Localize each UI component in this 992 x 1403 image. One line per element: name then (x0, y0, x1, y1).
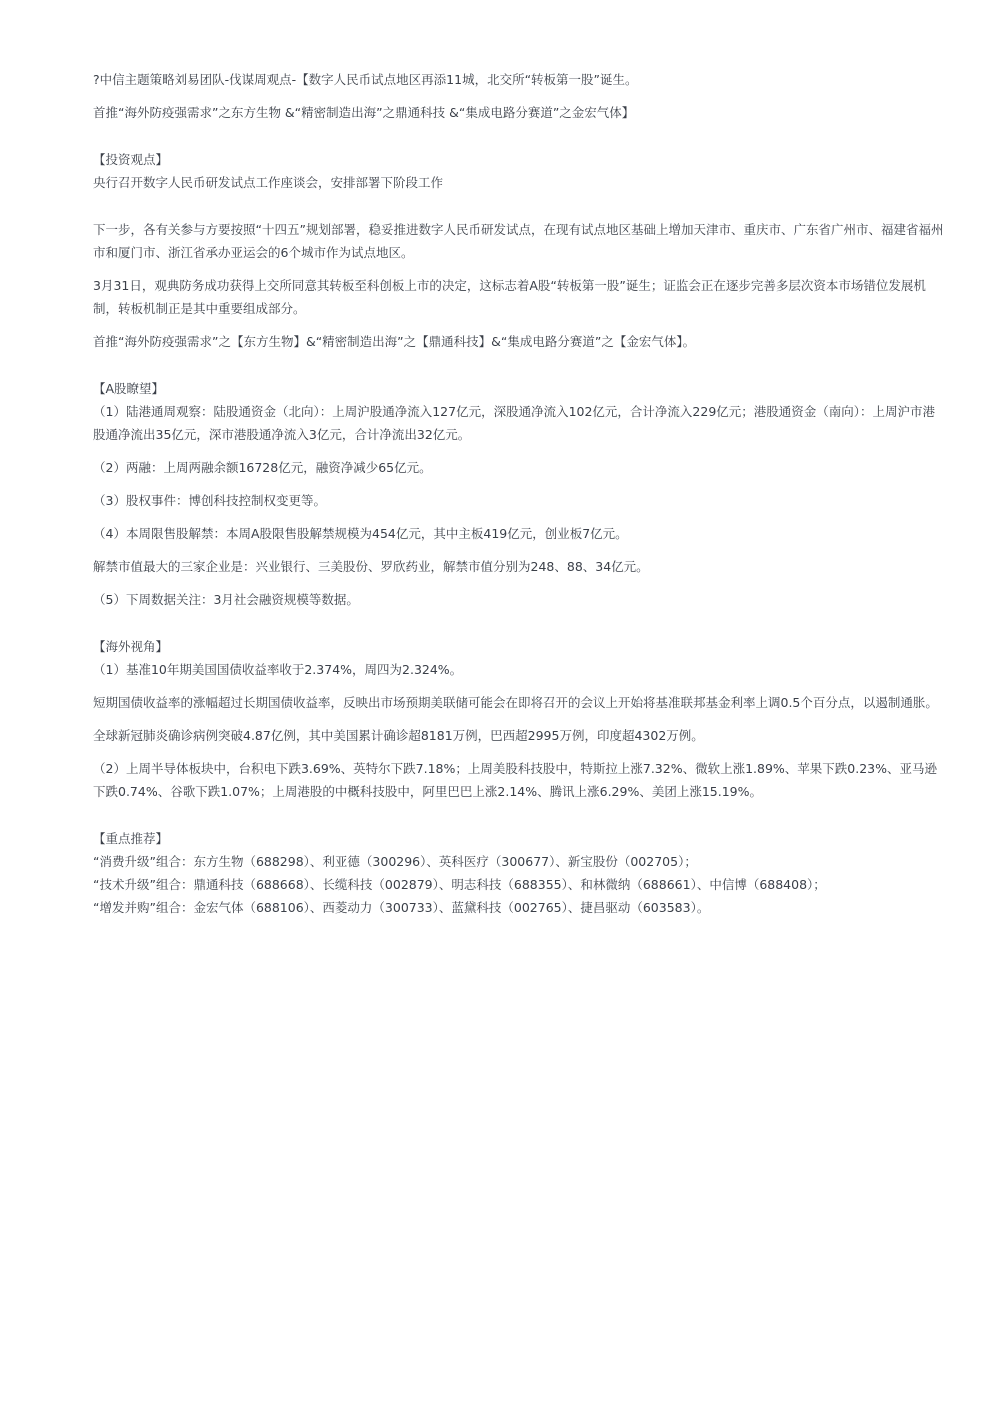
investment-paragraph: 3月31日，观典防务成功获得上交所同意其转板至科创板上市的决定，这标志着A股“转板第一股”诞生；证监会正在逐步完善多层次资本市场错位发展机制，转板机制正是其中重要组成部分。 (93, 278, 926, 316)
spacer (93, 134, 945, 148)
overseas-paragraph: 短期国债收益率的涨幅超过长期国债收益率，反映出市场预期美联储可能会在即将召开的会议上开始将基准联邦基金利率上调0.5个百分点，以遏制通胀。 (93, 695, 938, 710)
section-heading-recommend: 【重点推荐】 (93, 831, 169, 846)
a-share-paragraph: 解禁市值最大的三家企业是：兴业银行、三美股份、罗欣药业，解禁市值分别为248、88、34亿元。 (93, 559, 649, 574)
a-share-paragraph: （1）陆港通周观察：陆股通资金（北向）：上周沪股通净流入127亿元，深股通净流入102亿元，合计净流入229亿元；港股通资金（南向）：上周沪市港股通净流出35亿元，深市港股通净流入3亿元，合计净流出32亿元。 (93, 404, 936, 442)
recommend-item-text: “消费升级”组合：东方生物（688298）、利亚德（300296）、英科医疗（300677）、新宝股份（002705）； (93, 854, 697, 869)
recommend-item-text: “技术升级”组合：鼎通科技（688668）、长缆科技（002879）、明志科技（688355）、和林微纳（688661）、中信博（688408）； (93, 877, 826, 892)
a-share-paragraph: （3）股权事件：博创科技控制权变更等。 (93, 493, 326, 508)
title-line-2: 首推“海外防疫强需求”之东方生物 &“精密制造出海”之鼎通科技 &“集成电路分赛道”之金宏气体】 (93, 105, 635, 120)
overseas-paragraph: （1）基准10年期美国国债收益率收于2.374%，周四为2.324%。 (93, 662, 463, 677)
recommend-item (93, 850, 945, 873)
recommend-item (93, 896, 945, 919)
document-body (93, 68, 945, 919)
title-line-1: ?中信主题策略刘易团队-伐谋周观点-【数字人民币试点地区再添11城，北交所“转板第一股”诞生。 (93, 72, 638, 87)
recommend-item-text: “增发并购”组合：金宏气体（688106）、西菱动力（300733）、蓝黛科技（002765）、捷昌驱动（603583）。 (93, 900, 710, 915)
section-heading-overseas: 【海外视角】 (93, 639, 169, 654)
investment-subheading: 央行召开数字人民币研发试点工作座谈会，安排部署下阶段工作 (93, 175, 444, 190)
recommend-item (93, 873, 945, 896)
spacer (93, 363, 945, 377)
section-heading-investment: 【投资观点】 (93, 152, 169, 167)
a-share-paragraph: （2）两融：上周两融余额16728亿元，融资净减少65亿元。 (93, 460, 432, 475)
investment-paragraph: 下一步，各有关参与方要按照“十四五”规划部署，稳妥推进数字人民币研发试点，在现有试点地区基础上增加天津市、重庆市、广东省广州市、福建省福州市和厦门市、浙江省承办亚运会的6个城市作为试点地区。 (93, 222, 944, 260)
a-share-paragraph: （5）下周数据关注：3月社会融资规模等数据。 (93, 592, 359, 607)
overseas-paragraph: （2）上周半导体板块中，台积电下跌3.69%、英特尔下跌7.18%；上周美股科技股中，特斯拉上涨7.32%、微软上涨1.89%、苹果下跌0.23%、亚马逊下跌0.74%、谷歌下跌1.07%；上周港股的中概科技股中，阿里巴巴上涨2.14%、腾讯上涨6.29%、美团上涨15.19%。 (93, 761, 938, 799)
a-share-paragraph: （4）本周限售股解禁：本周A股限售股解禁规模为454亿元，其中主板419亿元，创业板7亿元。 (93, 526, 628, 541)
investment-paragraph: 首推“海外防疫强需求”之【东方生物】&“精密制造出海”之【鼎通科技】&“集成电路分赛道”之【金宏气体】。 (93, 334, 696, 349)
spacer (93, 204, 945, 218)
spacer (93, 621, 945, 635)
section-heading-a-share: 【A股瞭望】 (93, 381, 165, 396)
spacer (93, 813, 945, 827)
overseas-paragraph: 全球新冠肺炎确诊病例突破4.87亿例，其中美国累计确诊超8181万例，巴西超2995万例，印度超4302万例。 (93, 728, 704, 743)
